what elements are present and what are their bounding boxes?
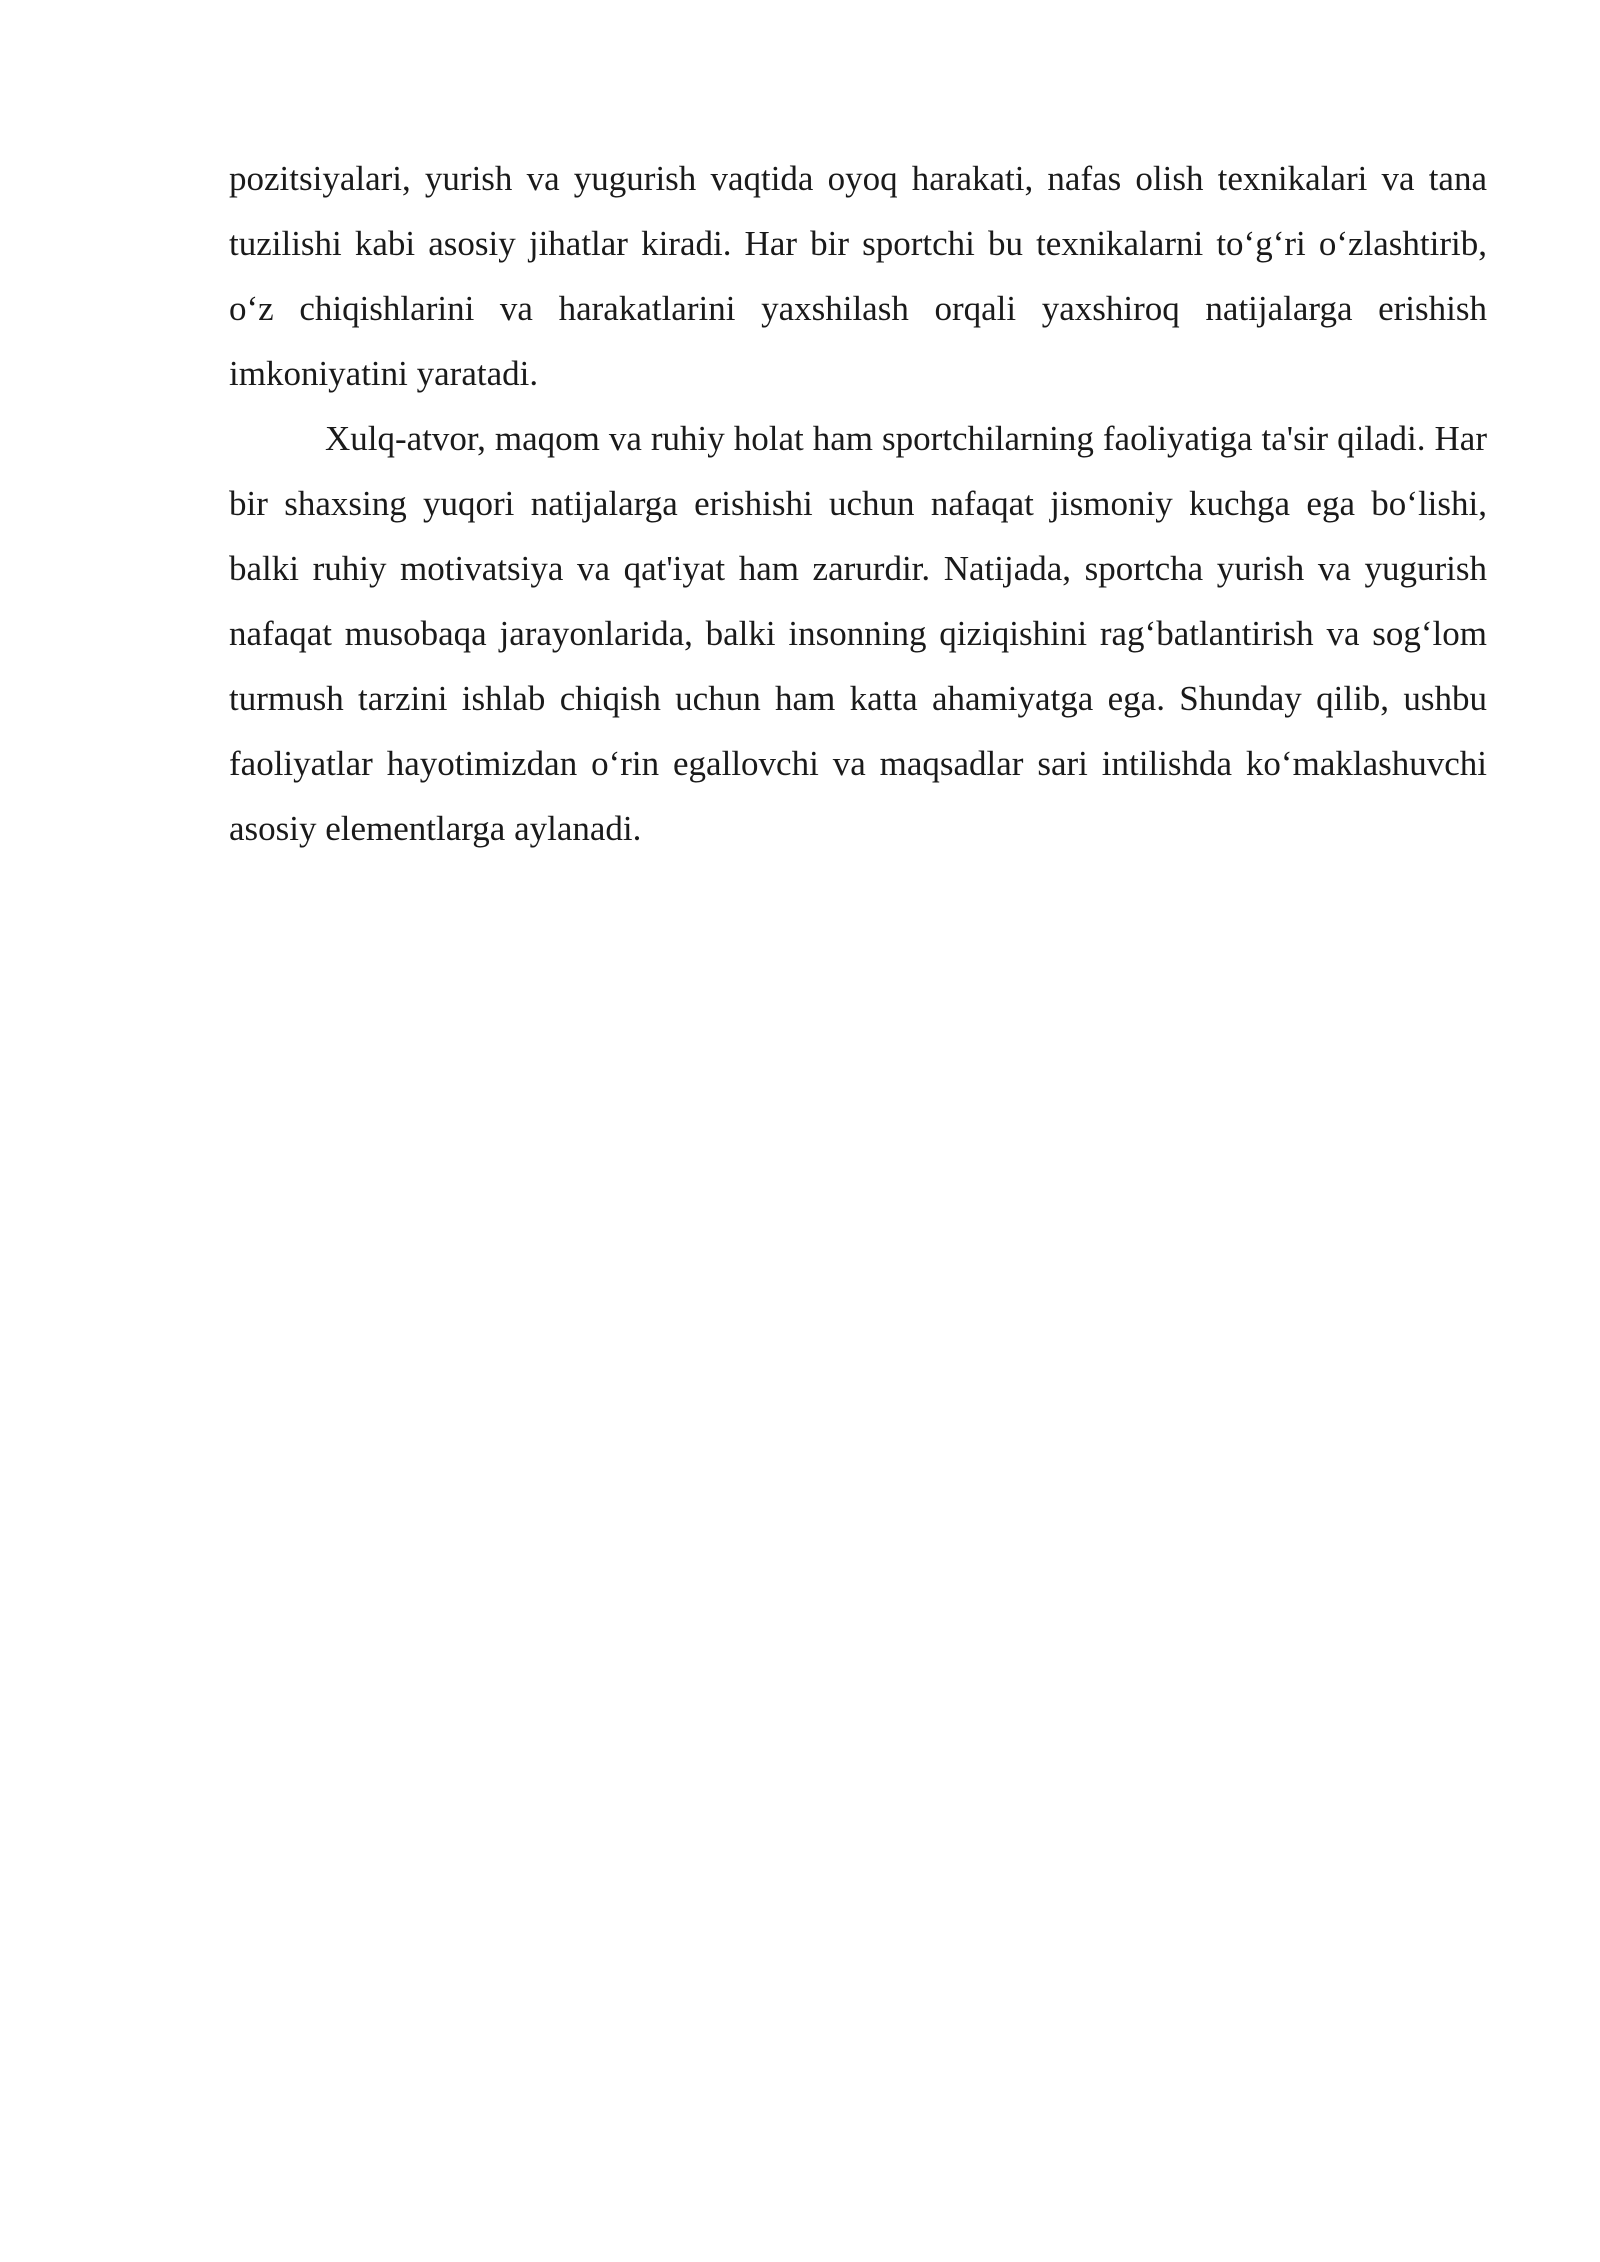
body-text [229, 146, 1487, 861]
paragraph: Xulq-atvor, maqom va ruhiy holat ham sportchilarning faoliyatiga ta'sir qiladi. Har bir shaxsing yuqori natijalarga erishishi uchun nafaqat jismoniy kuchga ega bo‘lishi, balki ruhiy motivatsiya va qat'iyat ham zarurdir. Natijada, sportcha yurish va yugurish nafaqat musobaqa jarayonlarida, balki insonning qiziqishini rag‘batlantirish va sog‘lom turmush tarzini ishlab chiqish uchun ham katta ahamiyatga ega. Shunday qilib, ushbu faoliyatlar hayotimizdan o‘rin egallovchi va maqsadlar sari intilishda ko‘maklashuvchi asosiy elementlarga aylanadi. [229, 419, 1487, 848]
paragraph-continuation: pozitsiyalari, yurish va yugurish vaqtida oyoq harakati, nafas olish texnikalari va tana tuzilishi kabi asosiy jihatlar kiradi. Har bir sportchi bu texnikalarni to‘g‘ri o‘zlashtirib, o‘z chiqishlarini va harakatlarini yaxshilash orqali yaxshiroq natijalarga erishish imkoniyatini yaratadi. [229, 159, 1487, 393]
